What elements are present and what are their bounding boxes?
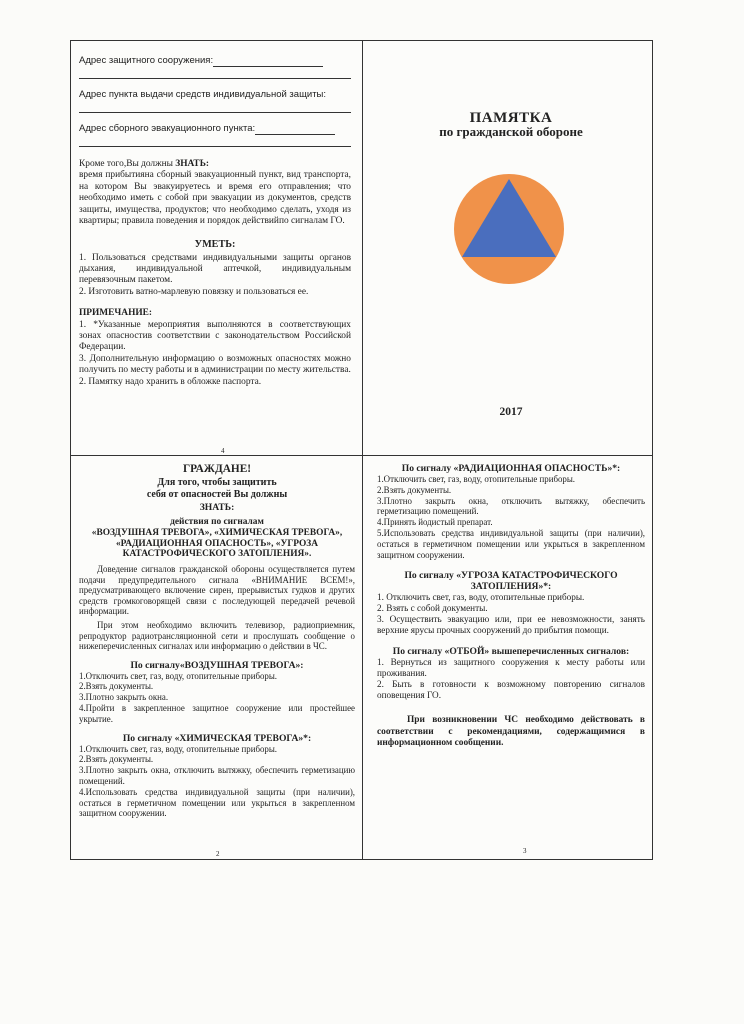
cover-title-block bbox=[371, 110, 651, 140]
fold-line-vertical bbox=[362, 41, 363, 859]
list-item: 3. Осуществить эвакуацию или, при ее невозможности, занять верхние ярусы прочных сооружений до прибытия помощи. bbox=[377, 614, 645, 636]
list-item: 2.Взять документы. bbox=[79, 754, 154, 765]
panel-cover bbox=[371, 41, 651, 455]
can-title: УМЕТЬ: bbox=[194, 239, 236, 251]
citizens-sub-1: Для того, чтобы защитить bbox=[157, 476, 277, 488]
note-item-3: 2. Памятку надо хранить в обложке паспорта. bbox=[79, 376, 262, 387]
radiation-list bbox=[377, 474, 645, 560]
note-item-1: 1. *Указанные мероприятия выполняются в соответствующих зонах опасностив соответствии с законодательством Российской Федерации. bbox=[79, 319, 351, 353]
signals-intro: действия по сигналам bbox=[170, 517, 264, 528]
citizens-sub-3: ЗНАТЬ: bbox=[199, 501, 235, 513]
list-item: 2.Взять документы. bbox=[377, 484, 452, 495]
list-item: 2. Взять с собой документы. bbox=[377, 603, 488, 614]
can-item-2: 2. Изготовить ватно-марлевую повязку и пользоваться ее. bbox=[79, 286, 309, 297]
page-number-4: 4 bbox=[221, 447, 225, 455]
list-item: 1.Отключить свет, газ, воду, отопительные приборы. bbox=[377, 474, 576, 484]
address-shelter: Адрес защитного сооружения: bbox=[79, 55, 351, 79]
panel-addresses bbox=[79, 55, 351, 388]
list-item: 1. Вернуться из защитного сооружения к месту работы или проживания. bbox=[377, 657, 645, 679]
page-number-3: 3 bbox=[523, 847, 527, 855]
signals-list: «ВОЗДУШНАЯ ТРЕВОГА», «ХИМИЧЕСКАЯ ТРЕВОГА», «РАДИАЦИОННАЯ ОПАСНОСТЬ», «УГРОЗА КАТАСТРОФИЧЕСКОГО ЗАТОПЛЕНИЯ». bbox=[91, 527, 343, 560]
list-item: 3.Плотно закрыть окна. bbox=[79, 692, 169, 703]
note-title: ПРИМЕЧАНИЕ: bbox=[79, 308, 153, 319]
booklet-sheet bbox=[70, 40, 653, 860]
flood-list bbox=[377, 592, 645, 636]
panel-citizens bbox=[79, 463, 355, 819]
list-item: 1.Отключить свет, газ, воду, отопительные приборы. bbox=[79, 743, 278, 754]
chemical-alarm-list bbox=[79, 744, 355, 820]
all-clear-title: По сигналу «ОТБОЙ» вышеперечисленных сигналов: bbox=[392, 646, 630, 658]
listen-paragraph: При этом необходимо включить телевизор, радиоприемник, репродуктор радиотрансляционной сети и прослушать сообщение о нижеперечисленных сигналах или информацию о действии в ЧС. bbox=[79, 620, 355, 652]
citizens-sub-2: себя от опасностей Вы должны bbox=[146, 489, 288, 501]
can-item-1: 1. Пользоваться средствами индивидуальными защиты органов дыхания, индивидуальной аптечкой, индивидуальным перевязочным пакетом. bbox=[79, 252, 351, 286]
list-item: 4.Принять йодистый препарат. bbox=[377, 517, 493, 528]
cover-title: ПАМЯТКА bbox=[469, 110, 553, 126]
flood-title: По сигналу «УГРОЗА КАТАСТРОФИЧЕСКОГО ЗАТОПЛЕНИЯ»*: bbox=[404, 570, 618, 593]
fold-line-horizontal bbox=[71, 455, 652, 456]
air-alarm-list bbox=[79, 671, 355, 725]
list-item: 3.Плотно закрыть окна, отключить вытяжку, обеспечить герметизацию помещений. bbox=[377, 495, 645, 517]
all-clear-list bbox=[377, 657, 645, 701]
know-block: Кроме того,Вы должны ЗНАТЬ: время прибытияна сборный эвакуационный пункт, вид транспорта, на котором Вы эвакуируетесь и время его отправления; что необходимо иметь с собой при эвакуации из документов, средств защиты, имущества, продуктов; что необходимо сделать, уходя из квартиры; правила поведения и порядок действийпо сигналам ГО. bbox=[79, 159, 351, 227]
radiation-title: По сигналу «РАДИАЦИОННАЯ ОПАСНОСТЬ»*: bbox=[401, 463, 621, 474]
list-item: 5.Использовать средства индивидуальной защиты (при наличии), остаться в герметичном помещении или укрыться в закрепленном защитном сооружении. bbox=[377, 527, 645, 560]
list-item: 2.Взять документы. bbox=[79, 681, 154, 692]
list-item: 1.Отключить свет, газ, воду, отопительные приборы. bbox=[79, 670, 278, 681]
chemical-alarm-title: По сигналу «ХИМИЧЕСКАЯ ТРЕВОГА»*: bbox=[122, 732, 312, 744]
cover-subtitle: по гражданской обороне bbox=[439, 124, 583, 140]
cover-year: 2017 bbox=[499, 406, 523, 418]
list-item: 4.Пройти в закрепленное защитное сооружение или простейшее укрытие. bbox=[79, 702, 355, 724]
page-number-2: 2 bbox=[216, 850, 220, 858]
civil-defense-emblem-icon bbox=[453, 173, 565, 285]
list-item: 3.Плотно закрыть окна, отключить вытяжку, обеспечить герметизацию помещений. bbox=[79, 765, 355, 786]
address-equipment: Адрес пункта выдачи средств индивидуальной защиты: bbox=[79, 89, 351, 113]
air-alarm-title: По сигналу«ВОЗДУШНАЯ ТРЕВОГА»: bbox=[130, 659, 304, 671]
warning-paragraph: Доведение сигналов гражданской обороны осуществляется путем подачи предупредительного сигнала «ВНИМАНИЕ ВСЕМ!», предусматривающего включение сирен, прерывистых гудков и других средств громкоговорящей связи с последующей передачей речевой информации. bbox=[79, 564, 355, 616]
address-evacuation: Адрес сборного эвакуационного пункта: bbox=[79, 123, 351, 147]
list-item: 2. Быть в готовности к возможному повторению сигналов оповещения ГО. bbox=[377, 679, 645, 701]
emergency-note: При возникновении ЧС необходимо действовать в соответствии с рекомендациями, содержащимися в информационном сообщении. bbox=[377, 715, 645, 749]
note-item-2: 3. Дополнительную информацию о возможных опасностях можно получить по месту работы и в администрации по месту жительства. bbox=[79, 353, 351, 376]
list-item: 1. Отключить свет, газ, воду, отопительные приборы. bbox=[377, 592, 585, 603]
citizens-heading: ГРАЖДАНЕ! bbox=[183, 463, 251, 475]
list-item: 4.Использовать средства индивидуальной защиты (при наличии), остаться в герметичном помещении или укрыться в закрепленном защитном сооружении. bbox=[79, 786, 355, 819]
panel-signals bbox=[377, 463, 645, 750]
